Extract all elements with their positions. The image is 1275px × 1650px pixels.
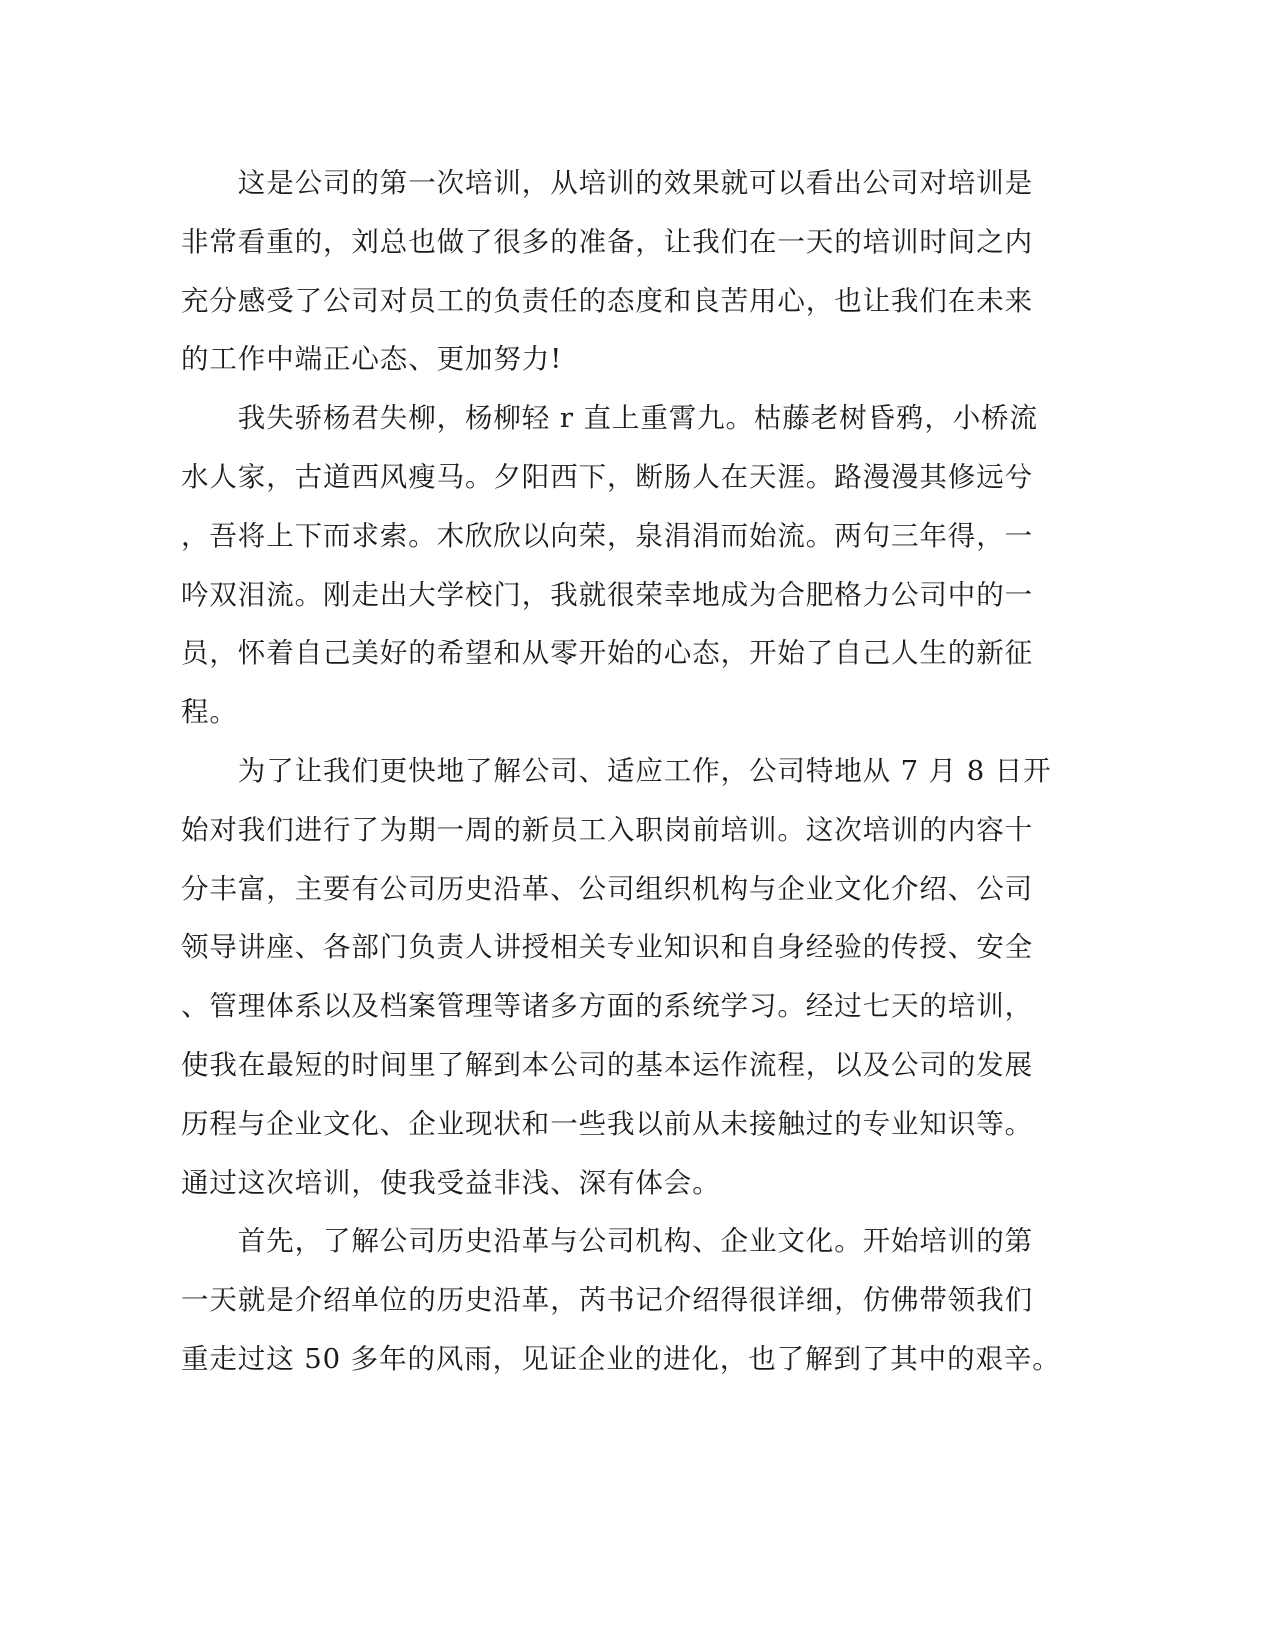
text-line: 一天就是介绍单位的历史沿革，芮书记介绍得很详细，仿佛带领我们 bbox=[181, 1284, 1033, 1317]
text-line: 通过这次培训，使我受益非浅、深有体会。 bbox=[181, 1166, 721, 1199]
paragraph bbox=[181, 742, 1052, 1212]
text-line: 充分感受了公司对员工的负责任的态度和良苦用心，也让我们在未来 bbox=[181, 284, 1033, 317]
text-line: 、管理体系以及档案管理等诸多方面的系统学习。经过七天的培训， bbox=[181, 990, 1033, 1023]
text-line: 为了让我们更快地了解公司、适应工作，公司特地从 7 月 8 日开 bbox=[181, 754, 1052, 787]
document-body bbox=[181, 154, 1061, 1389]
text-line: 非常看重的，刘总也做了很多的准备，让我们在一天的培训时间之内 bbox=[181, 225, 1033, 258]
text-line: 程。 bbox=[181, 696, 238, 729]
text-line: 我失骄杨君失柳，杨柳轻 r 直上重霄九。枯藤老树昏鸦，小桥流 bbox=[181, 402, 1038, 435]
text-line: 的工作中端正心态、更加努力! bbox=[181, 343, 563, 376]
text-line: 分丰富，主要有公司历史沿革、公司组织机构与企业文化介绍、公司 bbox=[181, 872, 1033, 905]
text-line: 领导讲座、各部门负责人讲授相关专业知识和自身经验的传授、安全 bbox=[181, 931, 1033, 964]
text-line: 这是公司的第一次培训，从培训的效果就可以看出公司对培训是 bbox=[181, 167, 1033, 199]
text-line: 重走过这 50 多年的风雨，见证企业的进化，也了解到了其中的艰辛。 bbox=[181, 1342, 1061, 1375]
text-line: ，吾将上下而求索。木欣欣以向荣，泉涓涓而始流。两句三年得，一 bbox=[181, 519, 1033, 552]
text-line: 员，怀着自己美好的希望和从零开始的心态，开始了自己人生的新征 bbox=[181, 637, 1033, 670]
text-line: 水人家，古道西风瘦马。夕阳西下，断肠人在天涯。路漫漫其修远兮 bbox=[181, 460, 1033, 493]
text-line: 历程与企业文化、企业现状和一些我以前从未接触过的专业知识等。 bbox=[181, 1107, 1033, 1140]
text-line: 始对我们进行了为期一周的新员工入职岗前培训。这次培训的内容十 bbox=[181, 813, 1033, 846]
text-line: 使我在最短的时间里了解到本公司的基本运作流程，以及公司的发展 bbox=[181, 1048, 1033, 1081]
text-line: 首先，了解公司历史沿革与公司机构、企业文化。开始培训的第 bbox=[181, 1225, 1033, 1258]
text-line: 吟双泪流。刚走出大学校门，我就很荣幸地成为合肥格力公司中的一 bbox=[181, 578, 1033, 611]
paragraph bbox=[181, 154, 1041, 389]
paragraph bbox=[181, 389, 1041, 742]
paragraph bbox=[181, 1212, 1061, 1388]
